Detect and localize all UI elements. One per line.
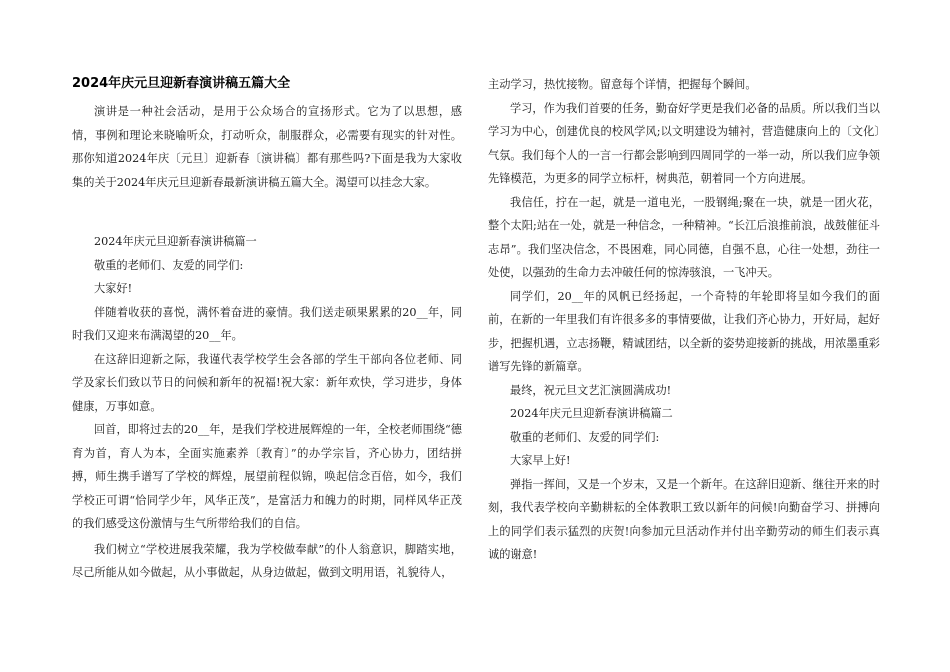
body-paragraph: 回首，即将过去的20__年，是我们学校进展辉煌的一年，全校老师围绕“德育为首，育人为本，全面实施素养〔教育〕”的办学宗旨，齐心协力，团结拼搏，师生携手谱写了学校的辉煌，展望前程似锦，唤起信念百倍，如今，我们学校正可谓“恰同学少年，风华正茂”，是富活力和魄力的时期，同样风华正茂的我们感受这份激情与生气所带给我们的自信。 [72,423,462,530]
salutation-2: 敬重的老师们、友爱的同学们: [510,430,660,444]
section-heading-1: 2024年庆元旦迎新春演讲稿篇一 [94,235,257,248]
body-paragraph-continued: 主动学习，热忱接物。留意每个详情，把握每个瞬间。 [488,78,757,91]
greeting-2: 大家早上好! [510,454,571,467]
section-heading-2: 2024年庆元旦迎新春演讲稿篇二 [510,407,673,420]
greeting-1: 大家好! [94,282,133,295]
intro-paragraph: 演讲是一种社会活动，是用于公众场合的宣扬形式。它为了以思想，感情，事例和理论来晓喻听众，打动听众，制服群众，必需要有现实的针对性。那你知道2024年庆〔元旦〕迎新春〔演讲稿〕都有那些吗?下面是我为大家收集的关于2024年庆元旦迎新春最新演讲稿五篇大全。渴望可以挂念大家。 [72,105,462,189]
body-paragraph: 同学们，20__年的风帆已经扬起，一个奇特的年轮即将呈如今我们的面前，在新的一年里我们有许很多多的事情要做，让我们齐心协力，开好局，起好步，把握机遇，立志扬鞭，精诚团结，以全新的姿势迎接新的挑战，用浓墨重彩谱写先锋的新篇章。 [488,289,880,373]
body-paragraph: 学习，作为我们首要的任务，勤奋好学更是我们必备的品质。所以我们当以学习为中心，创建优良的校风学风;以文明建设为辅衬，营造健康向上的〔文化〕气氛。我们每个人的一言一行都会影响到四周同学的一举一动，所以我们应争领先锋模范，为更多的同学立标杆，树典范，朝着同一个方向进展。 [488,101,880,185]
left-column [72,0,462,585]
body-paragraph: 弹指一挥间，又是一个岁末，又是一个新年。在这辞旧迎新、继往开来的时刻，我代表学校向辛勤耕耘的全体教职工致以新年的问候!向勤奋学习、拼搏向上的同学们表示猛烈的庆贺!向参加元旦活动作并付出辛勤劳动的师生们表示真诚的谢意! [488,477,880,561]
body-paragraph: 在这辞旧迎新之际，我谨代表学校学生会各部的学生干部向各位老师、同学及家长们致以节日的问候和新年的祝福!祝大家：新年欢快，学习进步，身体健康，万事如意。 [72,352,462,413]
body-paragraph: 伴随着收获的喜悦，满怀着奋进的豪情。我们送走硕果累累的20__年，同时我们又迎来布满渴望的20__年。 [72,305,462,342]
body-paragraph: 我们树立“学校进展我荣耀，我为学校做奉献”的仆人翁意识，脚踏实地，尽己所能从如今做起，从小事做起，从身边做起，做到文明用语，礼貌待人， [72,542,462,579]
body-paragraph: 我信任，拧在一起，就是一道电光，一股钢绳;聚在一块，就是一团火花，整个太阳;站在一处，就是一种信念，一种精神。“长江后浪推前浪，战鼓催征斗志昂”。我们坚决信念，不畏困难，同心同德，自强不息，心往一处想，劲往一处使，以强劲的生命力去冲破任何的惊涛骇浪，一飞冲天。 [488,195,880,279]
document-title: 2024年庆元旦迎新春演讲稿五篇大全 [72,76,291,91]
section-spacer [72,194,462,230]
closing-line: 最终，祝元旦文艺汇演圆满成功! [510,383,672,397]
salutation-1: 敬重的老师们、友爱的同学们: [94,258,244,272]
right-column [488,0,880,567]
